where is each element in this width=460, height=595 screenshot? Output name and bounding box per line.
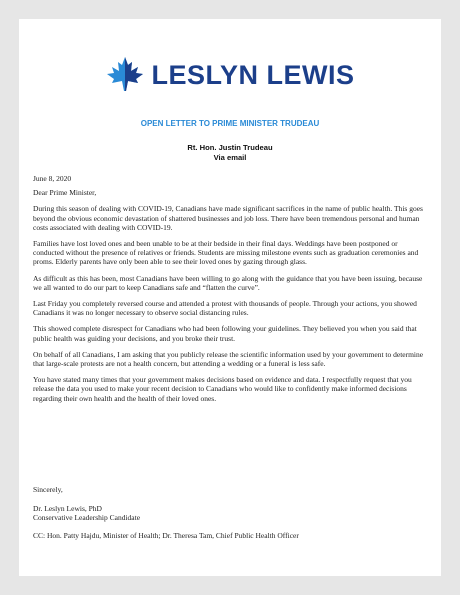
paragraph-3: As difficult as this has been, most Canadians have been willing to go along with the guidance that you have been issuing, because we all wanted to do our part to keep Canadians safe and “flatten the curve”. <box>33 273 423 292</box>
cc-line: CC: Hon. Patty Hajdu, Minister of Health; Dr. Theresa Tam, Chief Public Health Officer <box>33 531 299 540</box>
letter-date: June 8, 2020 <box>33 174 72 183</box>
paragraph-6: On behalf of all Canadians, I am asking that you publicly release the scientific information used by your government to determine that large-scale protests are not a health concern, but attending a wedding or a funeral is less safe. <box>33 349 424 369</box>
paragraph-1: During this season of dealing with COVID-19, Canadians have made significant sacrifices in the name of public health. This goes beyond the obvious economic devastation of shattered businesses and job loss. There have been tremendous personal and human costs associated with dealing with COVID-19. <box>33 204 423 232</box>
paragraph-2: Families have lost loved ones and been unable to be at their bedside in their final days. Weddings have been postponed or conducted without the presence of relatives or friends. Students are missing milestone events such as graduation ceremonies and proms. Elderly parents have only been able to see their loved ones by gazing through glass. <box>33 239 419 267</box>
recipient-name: Rt. Hon. Justin Trudeau <box>187 143 273 152</box>
recipient-via: Via email <box>213 153 247 162</box>
signature-block <box>33 504 428 522</box>
signature-name: Dr. Leslyn Lewis, PhD <box>33 504 102 513</box>
letter-page <box>19 19 441 576</box>
letterhead <box>19 55 441 95</box>
paragraph-5: This showed complete disrespect for Canadians who had been following your guidelines. They believed you when you said that public health was guiding your decisions, and you broke their trust. <box>33 324 417 343</box>
recipient-block <box>19 143 441 163</box>
letter-body <box>33 174 428 410</box>
cc-line-block <box>33 531 428 540</box>
signature-title: Conservative Leadership Candidate <box>33 513 141 523</box>
closing-word: Sincerely, <box>33 485 63 494</box>
candidate-name-logo: LESLYN LEWIS <box>151 59 355 90</box>
maple-leaf-logo-icon <box>105 55 145 95</box>
paragraph-4: Last Friday you completely reversed course and attended a protest with thousands of people. Through your actions, you showed Canadians it was no longer necessary to observe social distancing rules. <box>33 299 417 318</box>
letter-title: OPEN LETTER TO PRIME MINISTER TRUDEAU <box>140 119 320 128</box>
paragraph-7: You have stated many times that your government makes decisions based on evidence and data. I respectfully request that you release the data you used to make your recent decision to Canadians who would like to confidently make informed decisions regarding their own health and the health of their loved ones. <box>33 375 412 403</box>
salutation: Dear Prime Minister, <box>33 188 97 198</box>
closing-block <box>33 485 428 494</box>
